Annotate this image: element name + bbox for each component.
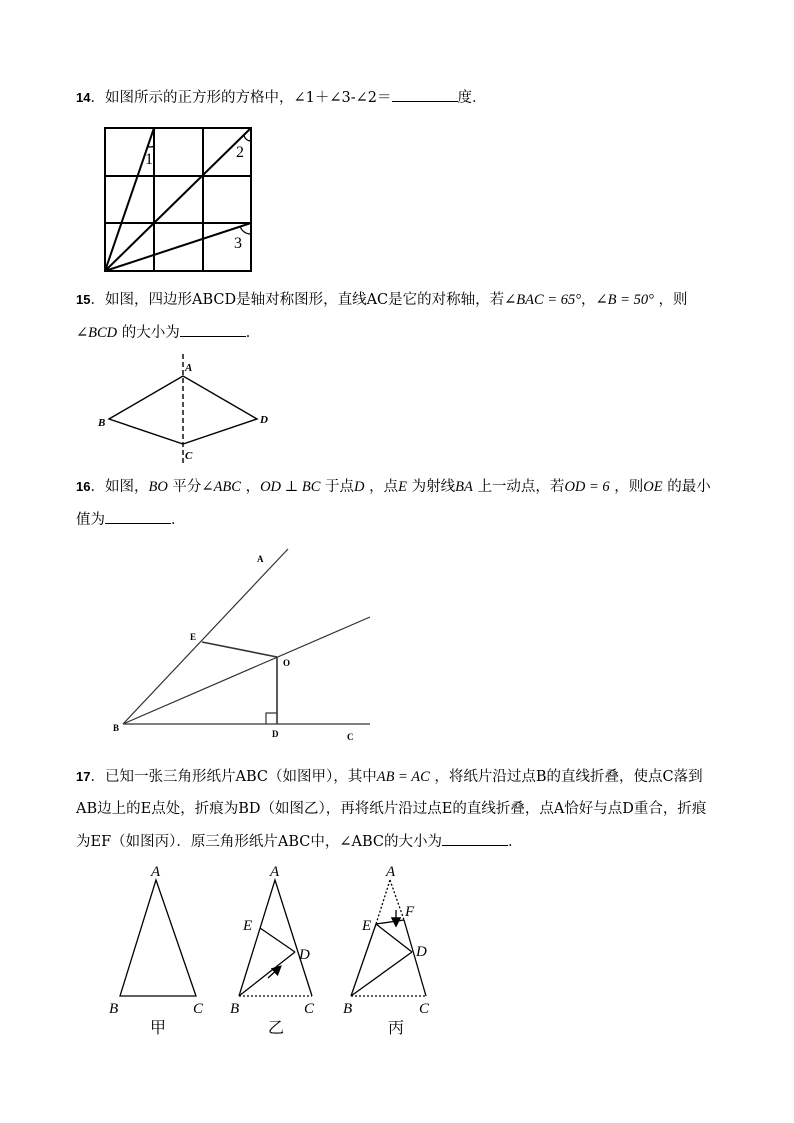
question-text: 的最小 [667, 479, 711, 495]
question-number: 14 [76, 90, 91, 105]
segment-ed [260, 928, 295, 952]
label-c-yi: C [304, 1001, 315, 1017]
label-f-bing: F [405, 904, 415, 920]
triangle-bing [343, 864, 430, 1037]
triangle-jia [109, 864, 204, 1037]
label-c-jia: C [193, 1001, 204, 1017]
label-e-yi: E [243, 918, 253, 934]
math-d: D [354, 479, 365, 495]
segment-oe [202, 642, 277, 657]
folded-edge-ea [376, 880, 390, 924]
caption-bing: 丙 [388, 1020, 405, 1037]
label-a-yi: A [270, 864, 280, 880]
triangle-yi [230, 864, 315, 1037]
crease-bd [239, 952, 295, 996]
point-label-d: D [272, 729, 279, 739]
crease-ef [376, 920, 404, 924]
triangle-abc-jia [120, 880, 196, 996]
angle-label-1: 1 [145, 151, 153, 168]
label-b-jia: B [109, 1001, 119, 1017]
question-text-end: ． [245, 325, 261, 341]
question-15-line2 [76, 322, 260, 343]
question-text: ， [245, 479, 261, 495]
point-label-c: C [347, 732, 354, 742]
angle-bisector-figure [105, 545, 385, 745]
condition-bac: ∠BAC = 65° [504, 292, 582, 308]
question-text: 为射线 [411, 479, 456, 495]
angle-label-3: 3 [234, 235, 242, 252]
question-16-line2 [76, 509, 186, 530]
math-ba: BA [455, 479, 473, 495]
folded-edge-af [390, 880, 404, 920]
angle-arc-3 [240, 226, 251, 234]
question-text-end: ． [508, 834, 523, 850]
question-text: 为EF（如图丙）．原三角形纸片ABC中，∠ABC的大小为 [76, 834, 443, 850]
question-number: 16 [76, 479, 91, 494]
question-text: AB边上的E点处，折痕为BD（如图乙），再将纸片沿过点E的直线折叠，点A恰好与点D重合，折痕 [76, 801, 707, 817]
vertex-label-a: A [185, 362, 193, 374]
answer-blank [442, 831, 508, 846]
vertex-label-c: C [185, 450, 193, 462]
angle-label-2: 2 [236, 144, 244, 161]
crease-bd [351, 952, 412, 996]
math-od-perp-bc: OD ⊥ BC [260, 479, 321, 495]
label-c-bing: C [419, 1001, 430, 1017]
question-text: 值为 [76, 512, 105, 528]
math-oe: OE [643, 479, 663, 495]
answer-blank [180, 322, 246, 337]
point-label-o: O [283, 658, 291, 668]
grid-figure [100, 124, 260, 279]
question-text: ，则 [658, 292, 688, 308]
ray-ba [123, 549, 291, 724]
ray-bo [123, 617, 370, 724]
label-b-yi: B [230, 1001, 240, 1017]
question-text: ，则 [614, 479, 644, 495]
question-text: ．如图， [90, 479, 149, 495]
math-ab-eq-ac: AB = AC [376, 769, 430, 785]
question-text: 上一动点，若 [477, 479, 565, 495]
question-text: ，将纸片沿过点B的直线折叠，使点C落到 [434, 769, 703, 785]
vertex-label-b: B [98, 417, 106, 429]
angle-expression: ∠1＋∠3-∠2＝ [293, 90, 392, 106]
angle-arc-1 [147, 146, 154, 147]
question-text: 的大小为 [121, 325, 180, 341]
math-bo: BO [148, 479, 168, 495]
condition-b: ∠B = 50° [595, 292, 654, 308]
kite-figure [95, 350, 285, 468]
math-angle-abc: ∠ABC [201, 479, 241, 495]
question-17-line2 [76, 799, 706, 819]
question-17-line3 [76, 831, 523, 852]
question-text: ．如图所示的正方形的方格中， [90, 90, 294, 106]
question-text: 平分 [172, 479, 202, 495]
angle-arc-2 [244, 135, 251, 141]
label-a-jia: A [151, 864, 161, 880]
question-14 [76, 87, 487, 108]
vertex-label-d: D [260, 414, 268, 426]
question-text-end: ． [171, 512, 186, 528]
diagonal-line-3 [105, 223, 251, 271]
label-a-bing: A [386, 864, 396, 880]
target-angle: ∠BCD [76, 325, 118, 341]
question-text-end: 度． [457, 90, 487, 106]
math-od-6: OD = 6 [564, 479, 610, 495]
label-e-bing: E [362, 918, 372, 934]
question-16 [76, 477, 711, 497]
label-d-bing: D [416, 944, 427, 960]
segment-be [351, 924, 376, 996]
answer-blank [105, 509, 171, 524]
caption-yi: 乙 [268, 1020, 285, 1037]
point-label-e: E [190, 632, 197, 642]
label-b-bing: B [343, 1001, 353, 1017]
right-angle-mark [266, 713, 277, 724]
separator: ， [581, 292, 596, 308]
point-label-b: B [113, 723, 120, 733]
question-text: ．如图，四边形ABCD是轴对称图形，直线AC是它的对称轴，若 [90, 292, 505, 308]
answer-blank [392, 87, 458, 102]
question-number: 15 [76, 292, 91, 307]
question-text: 于点 [325, 479, 355, 495]
question-text: ．已知一张三角形纸片ABC（如图甲），其中 [90, 769, 377, 785]
question-17 [76, 767, 703, 787]
diagonal-line-1 [105, 128, 154, 271]
question-number: 17 [76, 769, 91, 784]
point-label-a: A [257, 554, 264, 564]
question-15 [76, 290, 687, 310]
folding-triangles-figure [100, 858, 460, 1043]
math-e: E [398, 479, 407, 495]
caption-jia: 甲 [150, 1020, 167, 1037]
question-text: ，点 [369, 479, 399, 495]
diagonal-line-2 [105, 128, 251, 271]
label-d-yi: D [299, 947, 310, 963]
